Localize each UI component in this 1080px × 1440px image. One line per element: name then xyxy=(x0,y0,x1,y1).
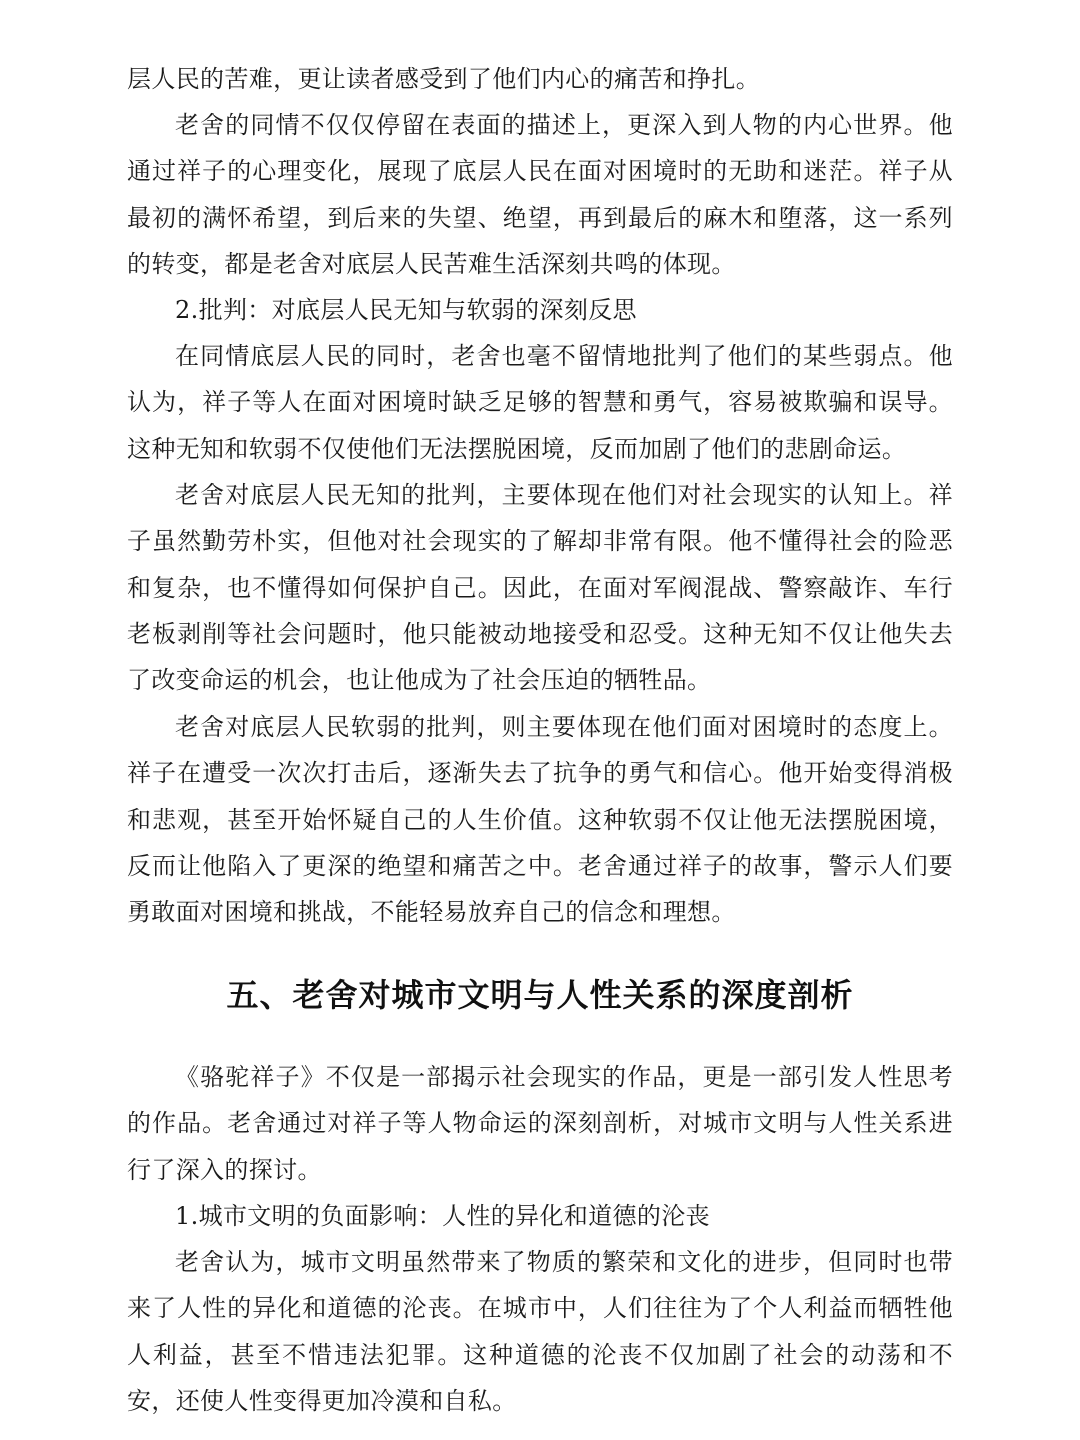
section-heading: 五、老舍对城市文明与人性关系的深度剖析 xyxy=(226,976,854,1014)
paragraph-weakness: 老舍对底层人民软弱的批判，则主要体现在他们面对困境时的态度上。祥子在遭受一次次打击后，逐渐失去了抗争的勇气和信心。他开始变得消极和悲观，甚至开始怀疑自己的人生价值。这种软弱不仅让他无法摆脱困境，反而让他陷入了更深的绝望和痛苦之中。老舍通过祥子的故事，警示人们要勇敢面对困境和挑战，不能轻易放弃自己的信念和理想。 xyxy=(127,713,953,927)
paragraph-criticism-intro: 在同情底层人民的同时，老舍也毫不留情地批判了他们的某些弱点。他认为，祥子等人在面对困境时缺乏足够的智慧和勇气，容易被欺骗和误导。这种无知和软弱不仅使他们无法摆脱困境，反而加剧了他们的悲剧命运。 xyxy=(127,342,953,463)
subheading-criticism: 2.批判：对底层人民无知与软弱的深刻反思 xyxy=(175,296,637,324)
paragraph-ignorance: 老舍对底层人民无知的批判，主要体现在他们对社会现实的认知上。祥子虽然勤劳朴实，但他对社会现实的了解却非常有限。他不懂得社会的险恶和复杂，也不懂得如何保护自己。因此，在面对军阀混战、警察敲诈、车行老板剥削等社会问题时，他只能被动地接受和忍受。这种无知不仅让他失去了改变命运的机会，也让他成为了社会压迫的牺牲品。 xyxy=(127,481,953,695)
paragraph-continuation: 层人民的苦难，更让读者感受到了他们内心的痛苦和挣扎。 xyxy=(127,65,761,93)
paragraph-sympathy-depth: 老舍的同情不仅仅停留在表面的描述上，更深入到人物的内心世界。他通过祥子的心理变化，展现了底层人民在面对困境时的无助和迷茫。祥子从最初的满怀希望，到后来的失望、绝望，再到最后的麻木和堕落，这一系列的转变，都是老舍对底层人民苦难生活深刻共鸣的体现。 xyxy=(127,111,953,278)
paragraph-section-intro: 《骆驼祥子》不仅是一部揭示社会现实的作品，更是一部引发人性思考的作品。老舍通过对祥子等人物命运的深刻剖析，对城市文明与人性关系进行了深入的探讨。 xyxy=(127,1063,953,1184)
subheading-negative-impact: 1.城市文明的负面影响：人性的异化和道德的沦丧 xyxy=(175,1202,710,1230)
paragraph-negative-impact: 老舍认为，城市文明虽然带来了物质的繁荣和文化的进步，但同时也带来了人性的异化和道德的沦丧。在城市中，人们往往为了个人利益而牺牲他人利益，甚至不惜违法犯罪。这种道德的沦丧不仅加剧了社会的动荡和不安，还使人性变得更加冷漠和自私。 xyxy=(127,1248,953,1415)
